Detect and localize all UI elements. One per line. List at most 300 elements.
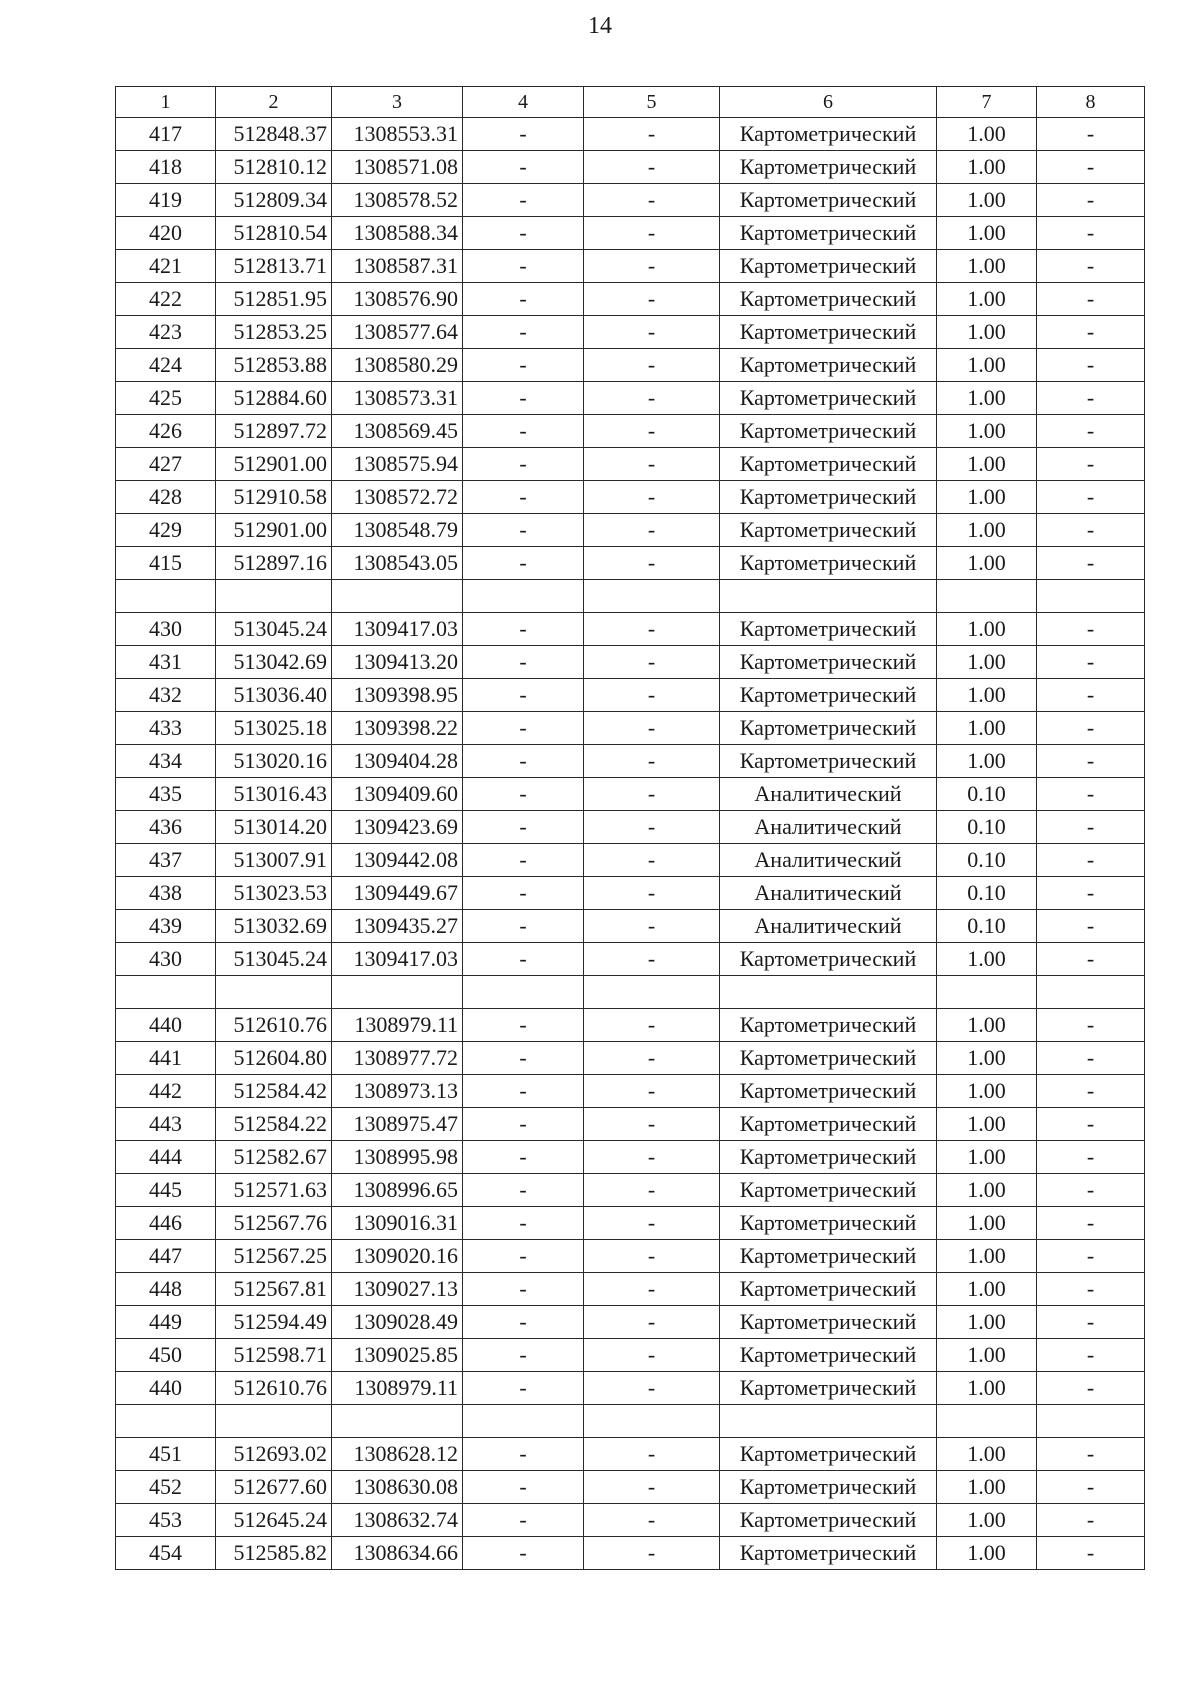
point-number-cell: 442 [116,1075,216,1108]
table-row [116,1042,1145,1075]
col8-value-cell: - [1037,118,1145,151]
method-cell: Картометрический [720,943,937,976]
x-coordinate-cell: 512810.12 [216,151,332,184]
y-coordinate-cell [332,976,463,1009]
accuracy-cell: 1.00 [937,415,1037,448]
col8-value-cell: - [1037,1504,1145,1537]
y-coordinate-cell: 1308979.11 [332,1372,463,1405]
method-cell: Картометрический [720,151,937,184]
column-header: 6 [720,87,937,118]
accuracy-cell: 1.00 [937,316,1037,349]
x-coordinate-cell: 512584.22 [216,1108,332,1141]
col5-value-cell: - [584,1108,720,1141]
y-coordinate-cell: 1308573.31 [332,382,463,415]
accuracy-cell: 1.00 [937,1075,1037,1108]
y-coordinate-cell: 1308569.45 [332,415,463,448]
accuracy-cell: 1.00 [937,1471,1037,1504]
y-coordinate-cell: 1309423.69 [332,811,463,844]
col5-value-cell: - [584,646,720,679]
point-number-cell: 451 [116,1438,216,1471]
col8-value-cell: - [1037,514,1145,547]
point-number-cell: 424 [116,349,216,382]
y-coordinate-cell: 1308580.29 [332,349,463,382]
col4-value-cell: - [463,877,584,910]
method-cell: Картометрический [720,349,937,382]
accuracy-cell: 1.00 [937,250,1037,283]
point-number-cell [116,1405,216,1438]
y-coordinate-cell: 1308572.72 [332,481,463,514]
col8-value-cell: - [1037,679,1145,712]
col5-value-cell: - [584,943,720,976]
method-cell: Аналитический [720,877,937,910]
method-cell: Картометрический [720,1009,937,1042]
x-coordinate-cell: 512594.49 [216,1306,332,1339]
method-cell: Аналитический [720,910,937,943]
y-coordinate-cell: 1309417.03 [332,943,463,976]
col8-value-cell: - [1037,382,1145,415]
accuracy-cell: 1.00 [937,1372,1037,1405]
method-cell: Картометрический [720,1141,937,1174]
col5-value-cell: - [584,811,720,844]
column-header: 3 [332,87,463,118]
y-coordinate-cell: 1308995.98 [332,1141,463,1174]
col4-value-cell: - [463,1009,584,1042]
accuracy-cell [937,1405,1037,1438]
col8-value-cell: - [1037,646,1145,679]
col8-value-cell: - [1037,283,1145,316]
table-row [116,1504,1145,1537]
accuracy-cell: 1.00 [937,547,1037,580]
y-coordinate-cell: 1309435.27 [332,910,463,943]
col8-value-cell: - [1037,316,1145,349]
col4-value-cell: - [463,745,584,778]
accuracy-cell: 1.00 [937,712,1037,745]
col4-value-cell: - [463,448,584,481]
col4-value-cell: - [463,1207,584,1240]
point-number-cell: 420 [116,217,216,250]
point-number-cell: 430 [116,613,216,646]
y-coordinate-cell: 1309413.20 [332,646,463,679]
accuracy-cell: 0.10 [937,811,1037,844]
col4-value-cell: - [463,1141,584,1174]
point-number-cell: 433 [116,712,216,745]
y-coordinate-cell: 1308575.94 [332,448,463,481]
col8-value-cell: - [1037,1273,1145,1306]
x-coordinate-cell: 512810.54 [216,217,332,250]
col8-value-cell: - [1037,1438,1145,1471]
method-cell: Картометрический [720,1240,937,1273]
col4-value-cell: - [463,118,584,151]
col5-value-cell: - [584,712,720,745]
col4-value-cell: - [463,1438,584,1471]
method-cell: Картометрический [720,448,937,481]
column-header: 1 [116,87,216,118]
x-coordinate-cell: 512584.42 [216,1075,332,1108]
col5-value-cell: - [584,1372,720,1405]
accuracy-cell: 1.00 [937,745,1037,778]
col8-value-cell: - [1037,1108,1145,1141]
method-cell: Картометрический [720,514,937,547]
col4-value-cell: - [463,646,584,679]
x-coordinate-cell: 513036.40 [216,679,332,712]
method-cell: Аналитический [720,844,937,877]
col4-value-cell: - [463,151,584,184]
table-row [116,547,1145,580]
coordinates-table [115,86,1145,1570]
col5-value-cell: - [584,514,720,547]
x-coordinate-cell: 512884.60 [216,382,332,415]
x-coordinate-cell [216,1405,332,1438]
accuracy-cell: 1.00 [937,217,1037,250]
point-number-cell: 425 [116,382,216,415]
y-coordinate-cell: 1308630.08 [332,1471,463,1504]
col8-value-cell: - [1037,745,1145,778]
col8-value-cell [1037,580,1145,613]
col4-value-cell: - [463,1372,584,1405]
method-cell: Картометрический [720,712,937,745]
col4-value-cell: - [463,679,584,712]
table-row [116,1537,1145,1570]
point-number-cell: 453 [116,1504,216,1537]
x-coordinate-cell: 512901.00 [216,448,332,481]
col5-value-cell: - [584,250,720,283]
col5-value-cell: - [584,1273,720,1306]
page-number: 14 [588,13,612,39]
accuracy-cell: 1.00 [937,1009,1037,1042]
method-cell: Картометрический [720,415,937,448]
x-coordinate-cell: 513023.53 [216,877,332,910]
col5-value-cell: - [584,877,720,910]
col8-value-cell: - [1037,1240,1145,1273]
y-coordinate-cell: 1309028.49 [332,1306,463,1339]
accuracy-cell: 1.00 [937,1339,1037,1372]
y-coordinate-cell: 1308587.31 [332,250,463,283]
point-number-cell: 441 [116,1042,216,1075]
col4-value-cell [463,580,584,613]
accuracy-cell: 0.10 [937,877,1037,910]
y-coordinate-cell: 1309404.28 [332,745,463,778]
col8-value-cell: - [1037,811,1145,844]
x-coordinate-cell: 512582.67 [216,1141,332,1174]
col8-value-cell: - [1037,943,1145,976]
col5-value-cell: - [584,316,720,349]
col5-value-cell: - [584,349,720,382]
col4-value-cell: - [463,382,584,415]
accuracy-cell: 1.00 [937,613,1037,646]
accuracy-cell: 1.00 [937,1273,1037,1306]
accuracy-cell: 1.00 [937,1438,1037,1471]
x-coordinate-cell: 512585.82 [216,1537,332,1570]
point-number-cell: 439 [116,910,216,943]
x-coordinate-cell: 512897.72 [216,415,332,448]
accuracy-cell: 1.00 [937,1042,1037,1075]
col8-value-cell: - [1037,1471,1145,1504]
col4-value-cell: - [463,1306,584,1339]
point-number-cell: 437 [116,844,216,877]
col8-value-cell: - [1037,481,1145,514]
col8-value-cell: - [1037,844,1145,877]
accuracy-cell: 1.00 [937,283,1037,316]
x-coordinate-cell: 512598.71 [216,1339,332,1372]
point-number-cell: 419 [116,184,216,217]
col5-value-cell: - [584,1339,720,1372]
point-number-cell: 443 [116,1108,216,1141]
col5-value-cell: - [584,184,720,217]
method-cell: Аналитический [720,811,937,844]
accuracy-cell: 1.00 [937,1207,1037,1240]
col5-value-cell: - [584,1438,720,1471]
y-coordinate-cell: 1309025.85 [332,1339,463,1372]
y-coordinate-cell: 1308975.47 [332,1108,463,1141]
accuracy-cell: 1.00 [937,679,1037,712]
point-number-cell: 435 [116,778,216,811]
table-row [116,1405,1145,1438]
accuracy-cell: 1.00 [937,184,1037,217]
col5-value-cell: - [584,481,720,514]
col5-value-cell [584,1405,720,1438]
col8-value-cell: - [1037,1306,1145,1339]
point-number-cell: 448 [116,1273,216,1306]
table-header-row [116,87,1145,118]
col5-value-cell: - [584,745,720,778]
column-header: 7 [937,87,1037,118]
method-cell: Картометрический [720,1339,937,1372]
point-number-cell: 434 [116,745,216,778]
x-coordinate-cell: 512693.02 [216,1438,332,1471]
col4-value-cell: - [463,910,584,943]
method-cell: Картометрический [720,1273,937,1306]
table-row [116,1471,1145,1504]
y-coordinate-cell [332,1405,463,1438]
point-number-cell: 450 [116,1339,216,1372]
table-row [116,514,1145,547]
x-coordinate-cell: 513007.91 [216,844,332,877]
method-cell: Картометрический [720,481,937,514]
table-row [116,811,1145,844]
x-coordinate-cell: 513042.69 [216,646,332,679]
x-coordinate-cell: 512813.71 [216,250,332,283]
x-coordinate-cell: 513045.24 [216,613,332,646]
col4-value-cell: - [463,1504,584,1537]
column-header: 8 [1037,87,1145,118]
table-row [116,679,1145,712]
point-number-cell: 428 [116,481,216,514]
col8-value-cell: - [1037,613,1145,646]
point-number-cell: 446 [116,1207,216,1240]
column-header: 4 [463,87,584,118]
x-coordinate-cell: 512853.25 [216,316,332,349]
col5-value-cell: - [584,1075,720,1108]
method-cell: Картометрический [720,184,937,217]
col5-value-cell: - [584,1207,720,1240]
table-row [116,1339,1145,1372]
method-cell: Картометрический [720,1504,937,1537]
method-cell: Картометрический [720,1042,937,1075]
table-row [116,1108,1145,1141]
x-coordinate-cell: 512645.24 [216,1504,332,1537]
col5-value-cell: - [584,118,720,151]
table-row [116,250,1145,283]
table-row [116,1075,1145,1108]
table-row [116,745,1145,778]
method-cell: Картометрический [720,382,937,415]
accuracy-cell [937,976,1037,1009]
col4-value-cell: - [463,712,584,745]
col5-value-cell: - [584,910,720,943]
column-header: 2 [216,87,332,118]
point-number-cell [116,976,216,1009]
accuracy-cell: 1.00 [937,1537,1037,1570]
point-number-cell: 444 [116,1141,216,1174]
table-row [116,646,1145,679]
point-number-cell: 430 [116,943,216,976]
y-coordinate-cell: 1308553.31 [332,118,463,151]
point-number-cell: 431 [116,646,216,679]
method-cell: Картометрический [720,745,937,778]
col8-value-cell: - [1037,1207,1145,1240]
table-row [116,448,1145,481]
col8-value-cell: - [1037,877,1145,910]
accuracy-cell: 1.00 [937,1108,1037,1141]
method-cell: Картометрический [720,316,937,349]
point-number-cell: 440 [116,1009,216,1042]
col4-value-cell: - [463,1537,584,1570]
col8-value-cell: - [1037,1372,1145,1405]
col5-value-cell: - [584,415,720,448]
col5-value-cell: - [584,1009,720,1042]
accuracy-cell: 0.10 [937,844,1037,877]
col5-value-cell [584,580,720,613]
col4-value-cell: - [463,811,584,844]
method-cell: Картометрический [720,679,937,712]
accuracy-cell: 1.00 [937,1504,1037,1537]
y-coordinate-cell: 1309020.16 [332,1240,463,1273]
table-row [116,1207,1145,1240]
accuracy-cell: 1.00 [937,349,1037,382]
table-row [116,1141,1145,1174]
col4-value-cell: - [463,481,584,514]
col4-value-cell: - [463,1240,584,1273]
method-cell: Картометрический [720,1372,937,1405]
point-number-cell: 417 [116,118,216,151]
point-number-cell: 447 [116,1240,216,1273]
col8-value-cell: - [1037,1042,1145,1075]
y-coordinate-cell: 1308578.52 [332,184,463,217]
x-coordinate-cell: 513020.16 [216,745,332,778]
col4-value-cell: - [463,250,584,283]
y-coordinate-cell: 1308548.79 [332,514,463,547]
col8-value-cell: - [1037,547,1145,580]
y-coordinate-cell: 1309016.31 [332,1207,463,1240]
col5-value-cell: - [584,1141,720,1174]
table-row [116,349,1145,382]
accuracy-cell: 1.00 [937,1174,1037,1207]
table-row [116,712,1145,745]
method-cell: Картометрический [720,1207,937,1240]
col8-value-cell [1037,976,1145,1009]
method-cell: Картометрический [720,250,937,283]
y-coordinate-cell: 1308543.05 [332,547,463,580]
table-row [116,415,1145,448]
point-number-cell: 452 [116,1471,216,1504]
point-number-cell: 423 [116,316,216,349]
col4-value-cell: - [463,283,584,316]
table-row [116,1174,1145,1207]
y-coordinate-cell: 1309409.60 [332,778,463,811]
table-row [116,1009,1145,1042]
x-coordinate-cell: 513032.69 [216,910,332,943]
col5-value-cell: - [584,448,720,481]
x-coordinate-cell: 512910.58 [216,481,332,514]
table-row [116,1438,1145,1471]
point-number-cell: 427 [116,448,216,481]
x-coordinate-cell: 512604.80 [216,1042,332,1075]
accuracy-cell: 1.00 [937,448,1037,481]
col5-value-cell: - [584,613,720,646]
point-number-cell: 421 [116,250,216,283]
col5-value-cell: - [584,778,720,811]
table-row [116,1273,1145,1306]
col4-value-cell: - [463,613,584,646]
accuracy-cell: 1.00 [937,481,1037,514]
x-coordinate-cell: 512853.88 [216,349,332,382]
x-coordinate-cell: 512851.95 [216,283,332,316]
method-cell: Картометрический [720,613,937,646]
accuracy-cell [937,580,1037,613]
y-coordinate-cell: 1308588.34 [332,217,463,250]
column-header: 5 [584,87,720,118]
x-coordinate-cell: 512809.34 [216,184,332,217]
accuracy-cell: 1.00 [937,1240,1037,1273]
x-coordinate-cell: 512567.76 [216,1207,332,1240]
col4-value-cell: - [463,415,584,448]
table-row [116,217,1145,250]
table-row [116,1240,1145,1273]
method-cell: Картометрический [720,1108,937,1141]
table-row [116,151,1145,184]
point-number-cell: 422 [116,283,216,316]
accuracy-cell: 1.00 [937,646,1037,679]
table-row [116,910,1145,943]
accuracy-cell: 1.00 [937,1306,1037,1339]
col5-value-cell: - [584,217,720,250]
col5-value-cell: - [584,1174,720,1207]
y-coordinate-cell: 1308632.74 [332,1504,463,1537]
y-coordinate-cell: 1309027.13 [332,1273,463,1306]
method-cell: Картометрический [720,1075,937,1108]
method-cell: Картометрический [720,1306,937,1339]
table-row [116,613,1145,646]
point-number-cell: 429 [116,514,216,547]
col8-value-cell: - [1037,1339,1145,1372]
col8-value-cell: - [1037,250,1145,283]
accuracy-cell: 0.10 [937,910,1037,943]
point-number-cell: 445 [116,1174,216,1207]
accuracy-cell: 0.10 [937,778,1037,811]
col8-value-cell: - [1037,184,1145,217]
col8-value-cell: - [1037,778,1145,811]
point-number-cell: 449 [116,1306,216,1339]
table-row [116,316,1145,349]
point-number-cell: 418 [116,151,216,184]
point-number-cell: 454 [116,1537,216,1570]
col8-value-cell: - [1037,415,1145,448]
x-coordinate-cell [216,580,332,613]
table-row [116,976,1145,1009]
y-coordinate-cell [332,580,463,613]
method-cell: Картометрический [720,1174,937,1207]
col8-value-cell: - [1037,349,1145,382]
